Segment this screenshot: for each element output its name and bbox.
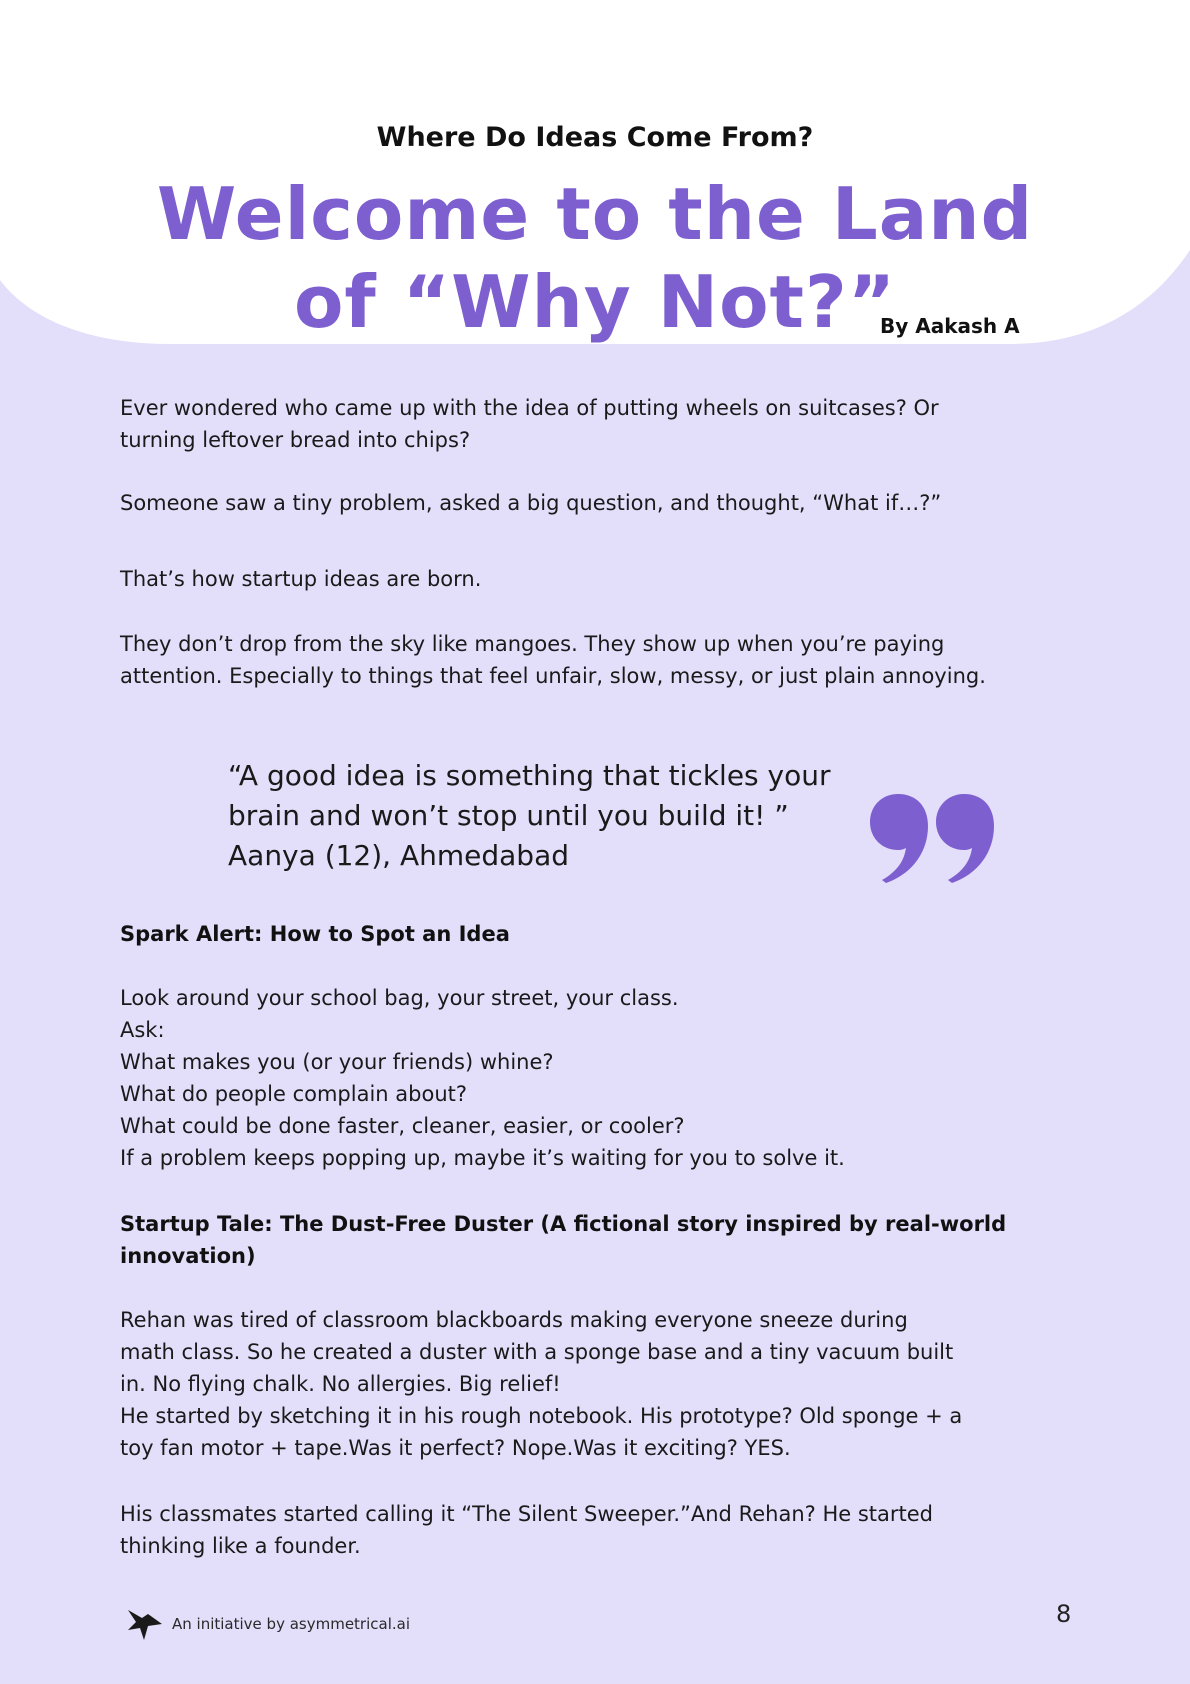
tale-closing-line-2: thinking like a founder. (120, 1534, 361, 1558)
pull-quote (228, 756, 888, 876)
spark-line: What do people complain about? (120, 1082, 468, 1106)
spark-alert-list (120, 982, 1080, 1174)
article-title-line-2: of “Why Not?” (293, 260, 897, 344)
spark-line: Ask: (120, 1018, 165, 1042)
startup-tale-closing (120, 1498, 1080, 1562)
intro-paragraph-4-line-1: They don’t drop from the sky like mangoes. They show up when you’re paying (120, 632, 945, 656)
spark-line: Look around your school bag, your street, your class. (120, 986, 679, 1010)
spark-alert-heading: Spark Alert: How to Spot an Idea (120, 922, 510, 946)
tale-line: Rehan was tired of classroom blackboards making everyone sneeze during (120, 1308, 908, 1332)
spark-line: If a problem keeps popping up, maybe it’s waiting for you to solve it. (120, 1146, 845, 1170)
intro-paragraph-2: Someone saw a tiny problem, asked a big question, and thought, “What if…?” (120, 491, 942, 515)
pull-quote-line-1: “A good idea is something that tickles your (228, 759, 831, 792)
pull-quote-line-2: brain and won’t stop until you build it! ” (228, 799, 789, 832)
intro-paragraph-4 (120, 628, 1080, 692)
startup-tale-body (120, 1304, 1080, 1464)
quote-mark-icon (868, 792, 996, 884)
article-kicker: Where Do Ideas Come From? (376, 122, 814, 153)
bird-logo-icon (126, 1606, 164, 1646)
spark-line: What makes you (or your friends) whine? (120, 1050, 554, 1074)
intro-paragraph-4-line-2: attention. Especially to things that feel unfair, slow, messy, or just plain annoying. (120, 664, 986, 688)
startup-tale-heading-line-1: Startup Tale: The Dust-Free Duster (A fictional story inspired by real-world (120, 1212, 1007, 1236)
tale-line: toy fan motor + tape.Was it perfect? Nope.Was it exciting? YES. (120, 1436, 791, 1460)
author-byline: By Aakash A (880, 314, 1020, 338)
intro-paragraph-3: That’s how startup ideas are born. (120, 567, 482, 591)
intro-paragraph-1 (120, 392, 1080, 456)
intro-paragraph-1-line-2: turning leftover bread into chips? (120, 428, 471, 452)
startup-tale-heading-line-2: innovation) (120, 1244, 256, 1268)
pull-quote-attribution: Aanya (12), Ahmedabad (228, 839, 570, 872)
footer-initiative: An initiative by asymmetrical.ai (172, 1615, 410, 1633)
article-title-line-1: Welcome to the Land (156, 172, 1034, 256)
page-number: 8 (1056, 1600, 1072, 1628)
spark-line: What could be done faster, cleaner, easier, or cooler? (120, 1114, 685, 1138)
tale-line: math class. So he created a duster with a sponge base and a tiny vacuum built (120, 1340, 954, 1364)
intro-paragraph-1-line-1: Ever wondered who came up with the idea of putting wheels on suitcases? Or (120, 396, 939, 420)
tale-closing-line-1: His classmates started calling it “The Silent Sweeper.”And Rehan? He started (120, 1502, 933, 1526)
startup-tale-heading (120, 1208, 1080, 1272)
tale-line: in. No flying chalk. No allergies. Big relief! (120, 1372, 561, 1396)
tale-line: He started by sketching it in his rough notebook. His prototype? Old sponge + a (120, 1404, 963, 1428)
